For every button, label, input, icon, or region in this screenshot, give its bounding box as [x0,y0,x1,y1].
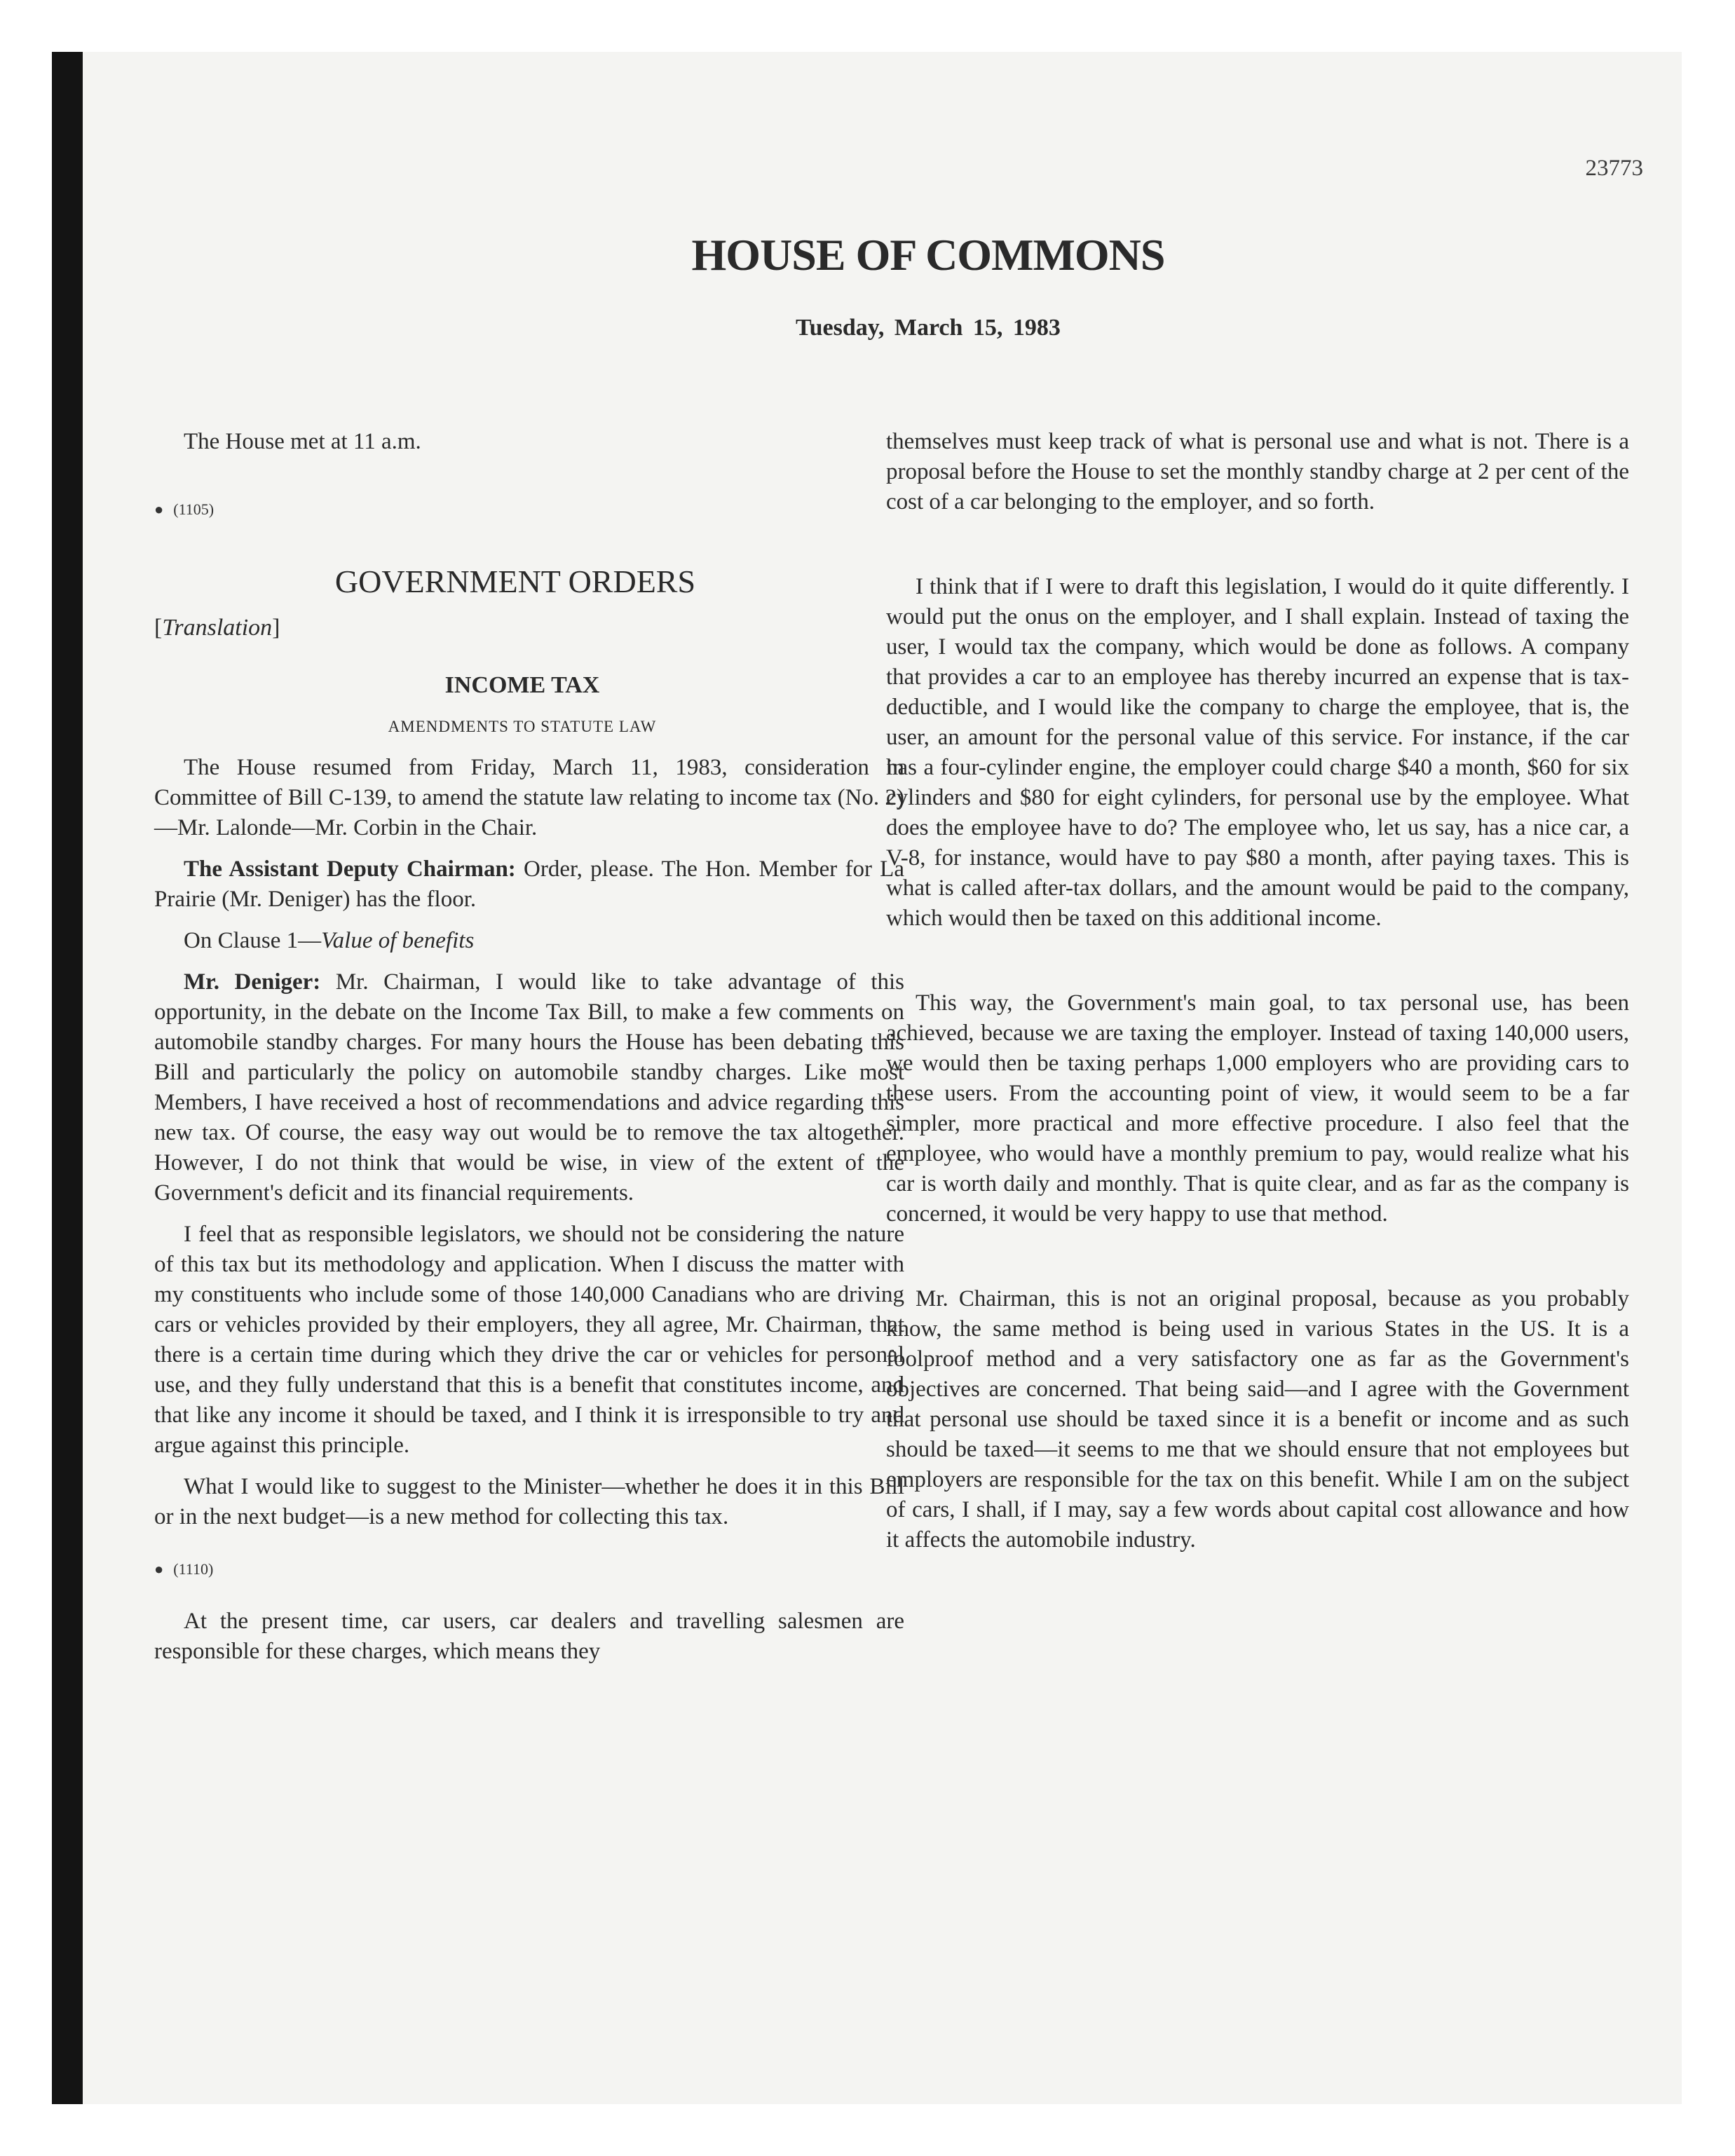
time-marker-label: (1105) [173,500,215,518]
document-page [52,52,1682,2104]
sitting-date: Tuesday, March 15, 1983 [796,315,1061,341]
masthead-title: HOUSE OF COMMONS [691,230,1165,280]
time-marker [154,1559,904,1580]
main-goal-paragraph: This way, the Government's main goal, to tax personal use, has been achieved, because we are taxing the employer. Instead of taxing 140,000 users, we would then be taxing perhaps 1,000 employers who are providing cars to these users. From the accounting point of view, it would seem to be a far simpler, more practical and more effective procedure. I also feel that the employee, who would have a monthly premium to pay, would realize what his car is worth daily and monthly. That is quite clear, and as far as the company is concerned, it would be very happy to use that method. [886,990,1629,1227]
speaker-name: Mr. Deniger: [184,969,321,995]
clause-line [154,926,904,956]
present-time-paragraph: At the present time, car users, car dealers and travelling salesmen are responsible for these charges, which means they [154,1609,904,1664]
binding-edge [52,52,83,2104]
translation-note-label: Translation [162,615,273,641]
original-proposal-paragraph: Mr. Chairman, this is not an original proposal, because as you probably know, the same method is being used in various States in the US. It is a foolproof method and a very satisfactory one as far as the Government's objectives are concerned. That being said—and I agree with the Government that personal use should be taxed since it is a benefit or income and as such should be taxed—it seems to me that we should ensure that not employees but employers are responsible for the tax on this benefit. While I am on the subject of cars, I shall, if I may, say a few words about capital cost allowance and how it affects the automobile industry. [886,1286,1629,1553]
bullet-icon: ● [154,500,164,518]
responsible-legislators-paragraph: I feel that as responsible legislators, we should not be considering the nature of this tax but its methodology and application. When I discuss the matter with my constituents who include some of those 140,000 Canadians who are driving cars or vehicles provided by their employers, they all agree, Mr. Chairman, that there is a certain time during which they drive the car or vehicles for personal use, and they fully understand that this is a benefit that constitutes income, and that like any income it should be taxed, and I think it is irresponsible to try and argue against this principle. [154,1222,904,1458]
chair-paragraph [154,854,904,915]
translation-note: [Translation] [154,615,280,641]
time-marker-label: (1110) [173,1560,214,1578]
page-number: 23773 [1585,156,1643,181]
left-column [154,427,904,1667]
continued-paragraph: themselves must keep track of what is personal use and what is not. There is a proposal before the House to set the monthly standby charge at 2 per cent of the cost of a car belonging to the employer, and so forth. [886,429,1629,514]
right-column [886,427,1629,1555]
speaker-name: The Assistant Deputy Chairman: [184,857,516,882]
house-met-line: The House met at 11 a.m. [184,429,421,454]
clause-title: Value of benefits [321,928,475,953]
suggestion-paragraph: What I would like to suggest to the Minister—whether he does it in this Bill or in the next budget—is a new method for collecting this tax. [154,1474,904,1529]
draft-legislation-paragraph: I think that if I were to draft this legislation, I would do it quite differently. I would put the onus on the employer, and I shall explain. Instead of taxing the user, I would tax the company, which would be done as follows. A company that provides a car to an employee has thereby incurred an expense that is tax-deductible, and I would like the company to charge the employee, that is, the user, an amount for the personal value of this service. For instance, if the car has a four-cylinder engine, the employer could charge $40 a month, $60 for six cylinders and $80 for eight cylinders, for personal use by the employee. What does the employee have to do? The employee who, let us say, has a nice car, a V-8, for instance, would have to pay $80 a month, after paying taxes. This is what is called after-tax dollars, and the amount would be paid to the company, which would then be taxed on this additional income. [886,574,1629,931]
speech-text: Mr. Chairman, I would like to take advantage of this opportunity, in the debate on the Income Tax Bill, to make a few comments on automobile standby charges. For many hours the House has been debating this Bill and particularly the policy on automobile standby charges. Like most Members, I have received a host of recommendations and advice regarding this new tax. Of course, the easy way out would be to remove the tax altogether. However, I do not think that would be wise, in view of the extent of the Government's deficit and its financial requirements. [154,969,905,1206]
subject-heading: INCOME TAX [444,672,600,698]
bullet-icon: ● [154,1560,164,1578]
subsubject-heading: AMENDMENTS TO STATUTE LAW [388,718,657,735]
clause-prefix: On Clause 1— [184,928,322,953]
time-marker [154,499,904,520]
resumed-paragraph: The House resumed from Friday, March 11, 1983, consideration in Committee of Bill C-139, to amend the statute law relating to income tax (No. 2)—Mr. Lalonde—Mr. Corbin in the Chair. [154,755,904,840]
deniger-paragraph [154,967,904,1208]
section-heading: GOVERNMENT ORDERS [334,564,696,599]
speech-text: Order, please. The Hon. Member for La Prairie (Mr. Deniger) has the floor. [154,857,904,912]
